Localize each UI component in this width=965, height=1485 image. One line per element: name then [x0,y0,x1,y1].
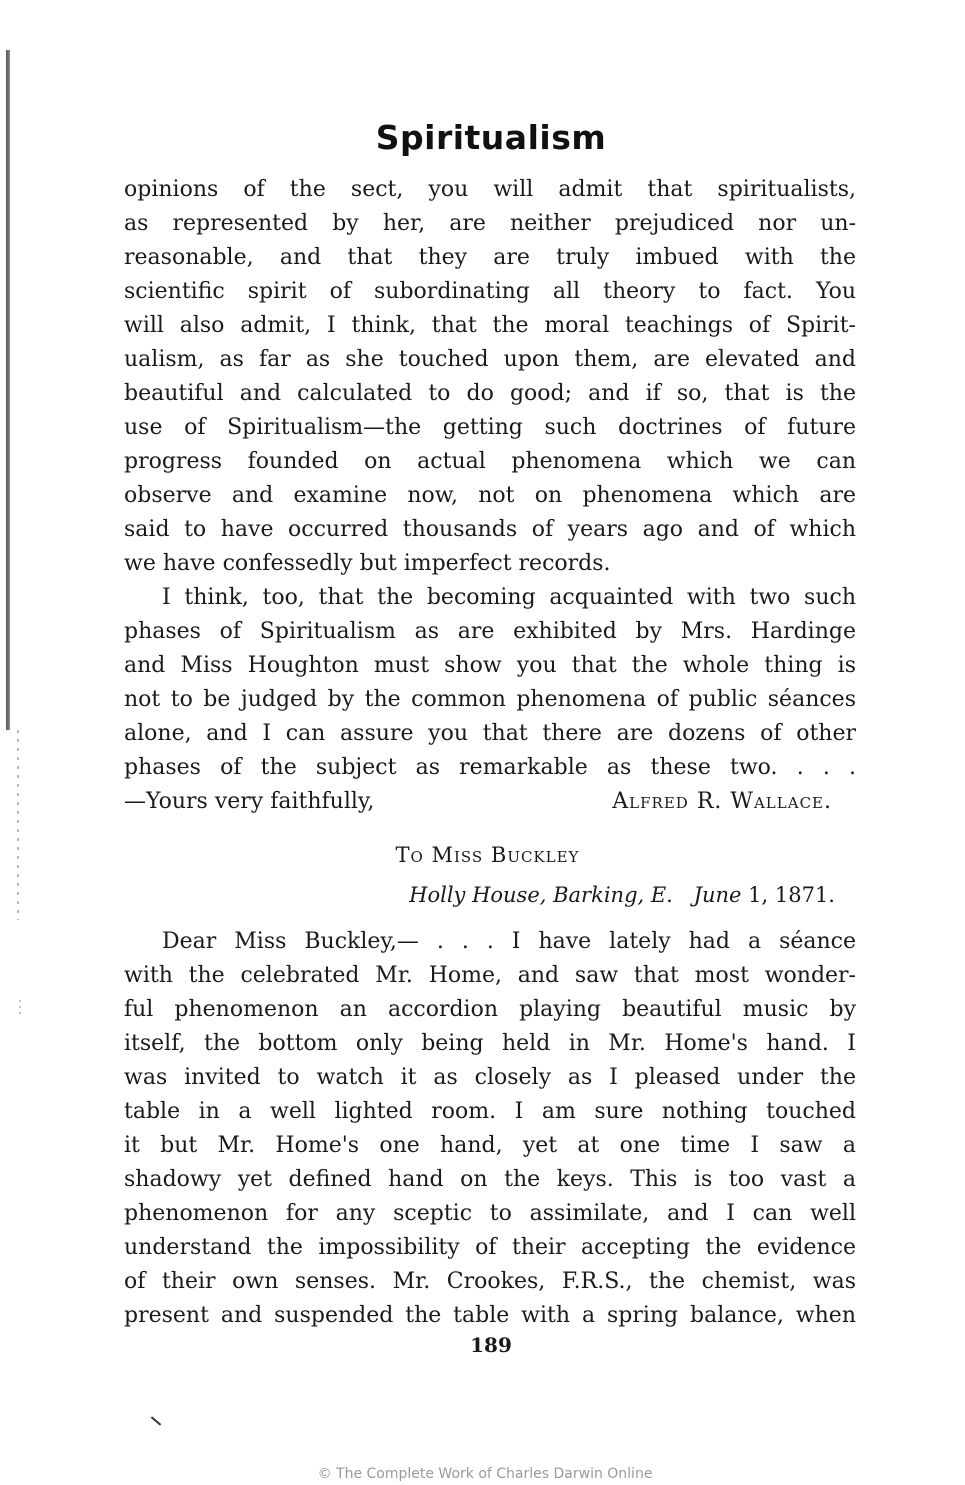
text-line: shadowy yet defined hand on the keys. This is too vast a [124,1167,856,1192]
binding-speck [19,1000,21,1018]
text-line: understand the impossibility of their accepting the evidence [124,1235,856,1260]
text-line: phases of the subject as remarkable as these two. . . . [124,755,856,780]
page-number: 189 [470,1333,512,1357]
text-line: was invited to watch it as closely as I pleased under the [124,1065,856,1090]
text-line: I think, too, that the becoming acquainted with two such [162,585,856,610]
paragraph-2 [124,581,856,819]
text-line: said to have occurred thousands of years ago and of which [124,517,856,542]
watermark: © The Complete Work of Charles Darwin Online [317,1466,653,1482]
text-line: observe and examine now, not on phenomena which are [124,483,856,508]
text-line: and Miss Houghton must show you that the whole thing is [124,653,856,678]
text-line: opinions of the sect, you will admit that spiritualists, [124,177,856,202]
text-line: beautiful and calculated to do good; and if so, that is the [124,381,856,406]
text-line: progress founded on actual phenomena which we can [124,449,856,474]
text-line: as represented by her, are neither prejudiced nor un- [124,211,856,236]
text-line: use of Spiritualism—the getting such doctrines of future [124,415,856,440]
running-head: Spiritualism [375,118,607,157]
signature: Alfred R. Wallace. [612,789,832,814]
text-line: it but Mr. Home's one hand, yet at one time I saw a [124,1133,856,1158]
text-line: reasonable, and that they are truly imbued with the [124,245,856,270]
dateline-day-year: 1, 1871. [748,883,835,907]
binding-edge-shadow-lower [17,730,19,920]
closing-line [124,785,856,819]
text-line: ualism, as far as she touched upon them, are elevated and [124,347,856,372]
text-line: of their own senses. Mr. Crookes, F.R.S., the chemist, was [124,1269,856,1294]
text-line: with the celebrated Mr. Home, and saw that most wonder- [124,963,856,988]
text-line: will also admit, I think, that the moral teachings of Spirit- [124,313,856,338]
text-line: phenomenon for any sceptic to assimilate, and I can well [124,1201,856,1226]
text-line: we have confessedly but imperfect records. [124,551,611,576]
dateline [409,883,835,907]
text-line: phases of Spiritualism as are exhibited by Mrs. Hardinge [124,619,856,644]
letter-heading: To Miss Buckley [395,843,580,867]
stray-mark [151,1416,161,1425]
text-line: not to be judged by the common phenomena of public séances [124,687,856,712]
text-line: ful phenomenon an accordion playing beautiful music by [124,997,856,1022]
paragraph-3 [124,925,856,1333]
text-line: Dear Miss Buckley,— . . . I have lately had a séance [162,929,856,954]
paragraph-1 [124,173,856,581]
text-line: present and suspended the table with a spring balance, when [124,1303,856,1328]
text-line: alone, and I can assure you that there are dozens of other [124,721,856,746]
text-line: scientific spirit of subordinating all theory to fact. You [124,279,856,304]
dateline-place: Holly House, Barking, E. [409,883,673,907]
text-line: table in a well lighted room. I am sure nothing touched [124,1099,856,1124]
dateline-month: June [693,883,742,907]
closing: —Yours very faithfully, [124,789,375,814]
text-line: itself, the bottom only being held in Mr. Home's hand. I [124,1031,856,1056]
